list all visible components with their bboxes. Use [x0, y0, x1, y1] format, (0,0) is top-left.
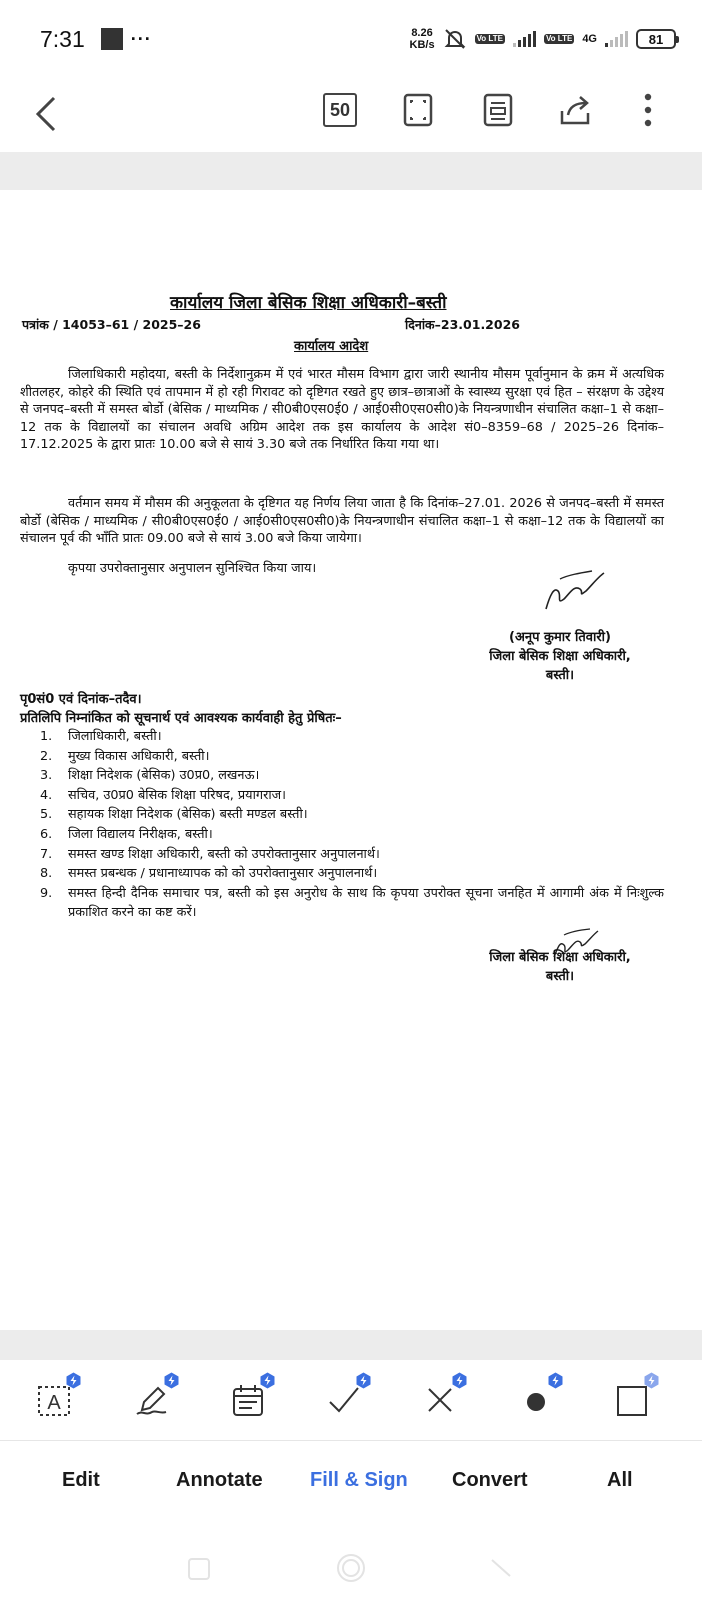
more-notifications: ··· — [130, 28, 152, 49]
network-type: 4G — [582, 32, 597, 45]
pdf-page[interactable] — [20, 190, 668, 1330]
network-speed — [410, 27, 435, 51]
signal-bars-icon — [513, 31, 536, 47]
checkmark-tool[interactable] — [320, 1376, 368, 1424]
tab-edit[interactable]: Edit — [62, 1469, 100, 1491]
cc-header — [20, 690, 342, 728]
list-item: 2. मुख्य विकास अधिकारी, बस्ती। — [40, 748, 210, 764]
notification-icon — [101, 28, 123, 50]
list-item: 7. समस्त खण्ड शिक्षा अधिकारी, बस्ती को उपरोक्तानुसार अनुपालनार्थ। — [40, 846, 380, 862]
back-button[interactable] — [28, 92, 64, 136]
page-count-button[interactable]: 50 — [323, 93, 357, 127]
signer2-designation: जिला बेसिक शिक्षा अधिकारी, — [489, 950, 631, 965]
bottom-tabs — [0, 1441, 702, 1521]
list-item: 9. समस्त हिन्दी दैनिक समाचार पत्र, बस्ती को इस अनुरोध के साथ कि कृपया उपरोक्त सूचना जनहित में आगामी अंक में निःशुल्क प्रकाशित करने का कष्ट करें। — [40, 885, 664, 921]
signer-designation: जिला बेसिक शिक्षा अधिकारी, — [489, 649, 631, 664]
share-icon — [558, 93, 594, 127]
more-options-button[interactable] — [638, 92, 658, 128]
clock: 7:31 — [40, 25, 85, 52]
status-bar — [0, 0, 702, 78]
premium-badge-icon — [163, 1372, 180, 1389]
reading-mode-button[interactable] — [481, 92, 515, 128]
volte-icon: Vo LTE — [476, 34, 503, 43]
premium-badge-icon — [355, 1372, 372, 1389]
signal-bars-icon — [605, 31, 628, 47]
speed-unit: KB/s — [409, 39, 435, 51]
fullscreen-button[interactable] — [401, 92, 435, 128]
recents-icon — [186, 1556, 212, 1582]
letter-date: दिनांक–23.01.2026 — [405, 317, 520, 332]
signer-block — [460, 628, 660, 685]
recents-button[interactable] — [186, 1556, 212, 1586]
premium-badge-icon — [547, 1372, 564, 1389]
list-item: 1. जिलाधिकारी, बस्ती। — [40, 729, 162, 744]
list-item: 8. समस्त प्रबन्धक / प्रधानाध्यापक को को उपरोक्तानुसार अनुपालनार्थ। — [40, 866, 378, 882]
tab-convert[interactable]: Convert — [452, 1469, 528, 1491]
office-title: कार्यालय जिला बेसिक शिक्षा अधिकारी–बस्ती — [170, 293, 447, 313]
fill-sign-tools — [0, 1360, 702, 1440]
cc-list — [40, 727, 664, 923]
more-vertical-icon — [644, 93, 652, 127]
order-heading: कार्यालय आदेश — [294, 339, 369, 354]
date-tool[interactable] — [224, 1376, 272, 1424]
svg-text:A: A — [47, 1392, 61, 1414]
system-nav-bar — [0, 1530, 702, 1600]
list-item: 4. सचिव, उ0प्र0 बेसिक शिक्षा परिषद, प्रयागराज। — [40, 787, 286, 803]
paragraph-3: कृपया उपरोक्तानुसार अनुपालन सुनिश्चित किया जाय। — [68, 561, 317, 576]
battery-level: 81 — [648, 31, 664, 47]
premium-badge-icon — [65, 1372, 82, 1389]
back-triangle-icon — [488, 1556, 514, 1582]
cross-tool[interactable] — [416, 1376, 464, 1424]
list-item: 3. शिक्षा निदेशक (बेसिक) उ0प्र0, लखनऊ। — [40, 768, 260, 784]
paragraph-2: वर्तमान समय में मौसम की अनुकूलता के दृष्टिगत यह निर्णय लिया जाता है कि दिनांक–27.01. 2026 से जनपद–बस्ती में समस्त बोर्डो (बेसिक / माध्यमिक / सी0बी0एस0ई0 / आई0सी0एस0सी0)के नियन्त्रणाधीन संचालित कक्षा–1 से कक्षा–12 तक के विद्यालयों का संचालन पूर्व की भाँति प्रातः 09.00 बजे से सायं 3.00 बजे किया जायेगा। — [20, 496, 664, 547]
top-toolbar — [0, 78, 702, 152]
signer2-place: बस्ती। — [545, 969, 575, 984]
signature-icon — [540, 565, 610, 615]
page-gap — [0, 152, 702, 190]
share-button[interactable] — [556, 92, 596, 128]
dot-tool[interactable] — [512, 1376, 560, 1424]
tab-all[interactable]: All — [607, 1469, 633, 1491]
signer-place: बस्ती। — [545, 668, 575, 683]
tab-fill-sign[interactable]: Fill & Sign — [310, 1469, 408, 1491]
paragraph-1: जिलाधिकारी महोदया, बस्ती के निर्देशानुक्रम में एवं भारत मौसम विभाग द्वारा जारी स्थानीय मौसम पूर्वानुमान के क्रम में अत्यधिक शीतलहर, कोहरे की स्थिति एवं तापमान में हो रही गिरावट को दृष्टिगत रखते हुए छात्र–छात्राओं के स्वास्थ्य सुरक्षा एवं हित – संरक्षण के उद्देश्य से जनपद–बस्ती में समस्त बोर्डो (बेसिक / माध्यमिक / सी0बी0एस0ई0 / आई0सी0एस0सी0)के नियन्त्रणाधीन संचालित कक्षा–1 से कक्षा–12 तक के विद्यालयों का संचालन अवधि अग्रिम आदेश तक इस कार्यालय के आदेश सं0–8359–68 / 2025–26 दिनांक–17.12.2025 के द्वारा प्रातः 10.00 बजे से सायं 3.30 बजे तक निर्धारित किया गया था। — [20, 367, 664, 453]
home-icon — [335, 1552, 367, 1584]
volte-icon: Vo LTE — [545, 34, 573, 43]
status-icons — [410, 27, 677, 51]
speed-value: 8.26 — [411, 27, 433, 39]
back-nav-button[interactable] — [488, 1556, 514, 1586]
signer-block-2 — [460, 948, 660, 986]
list-item: 5. सहायक शिक्षा निदेशक (बेसिक) बस्ती मण्डल बस्ती। — [40, 807, 308, 823]
cc-intro: प्रतिलिपि निम्नांकित को सूचनार्थ एवं आवश्यक कार्यवाही हेतु प्रेषितः– — [20, 711, 342, 726]
page-gap-bottom — [0, 1330, 702, 1360]
signer-name: (अनूप कुमार तिवारी) — [509, 630, 611, 645]
mute-bell-icon — [443, 27, 467, 51]
tab-annotate[interactable]: Annotate — [176, 1469, 263, 1491]
square-tool[interactable] — [608, 1376, 656, 1424]
cc-reference: पृ0सं0 एवं दिनांक–तदैव। — [20, 692, 142, 707]
premium-badge-icon — [643, 1372, 660, 1389]
chevron-left-icon — [34, 95, 58, 133]
fullscreen-icon — [403, 93, 433, 127]
ref-number: पत्रांक / 14053–61 / 2025–26 — [22, 317, 201, 332]
premium-badge-icon — [259, 1372, 276, 1389]
document-view-icon — [483, 93, 513, 127]
premium-badge-icon — [451, 1372, 468, 1389]
signature-tool[interactable] — [128, 1376, 176, 1424]
battery-icon — [636, 29, 676, 49]
home-button[interactable] — [335, 1552, 367, 1588]
text-box-tool[interactable] — [30, 1376, 78, 1424]
list-item: 6. जिला विद्यालय निरीक्षक, बस्ती। — [40, 826, 213, 842]
